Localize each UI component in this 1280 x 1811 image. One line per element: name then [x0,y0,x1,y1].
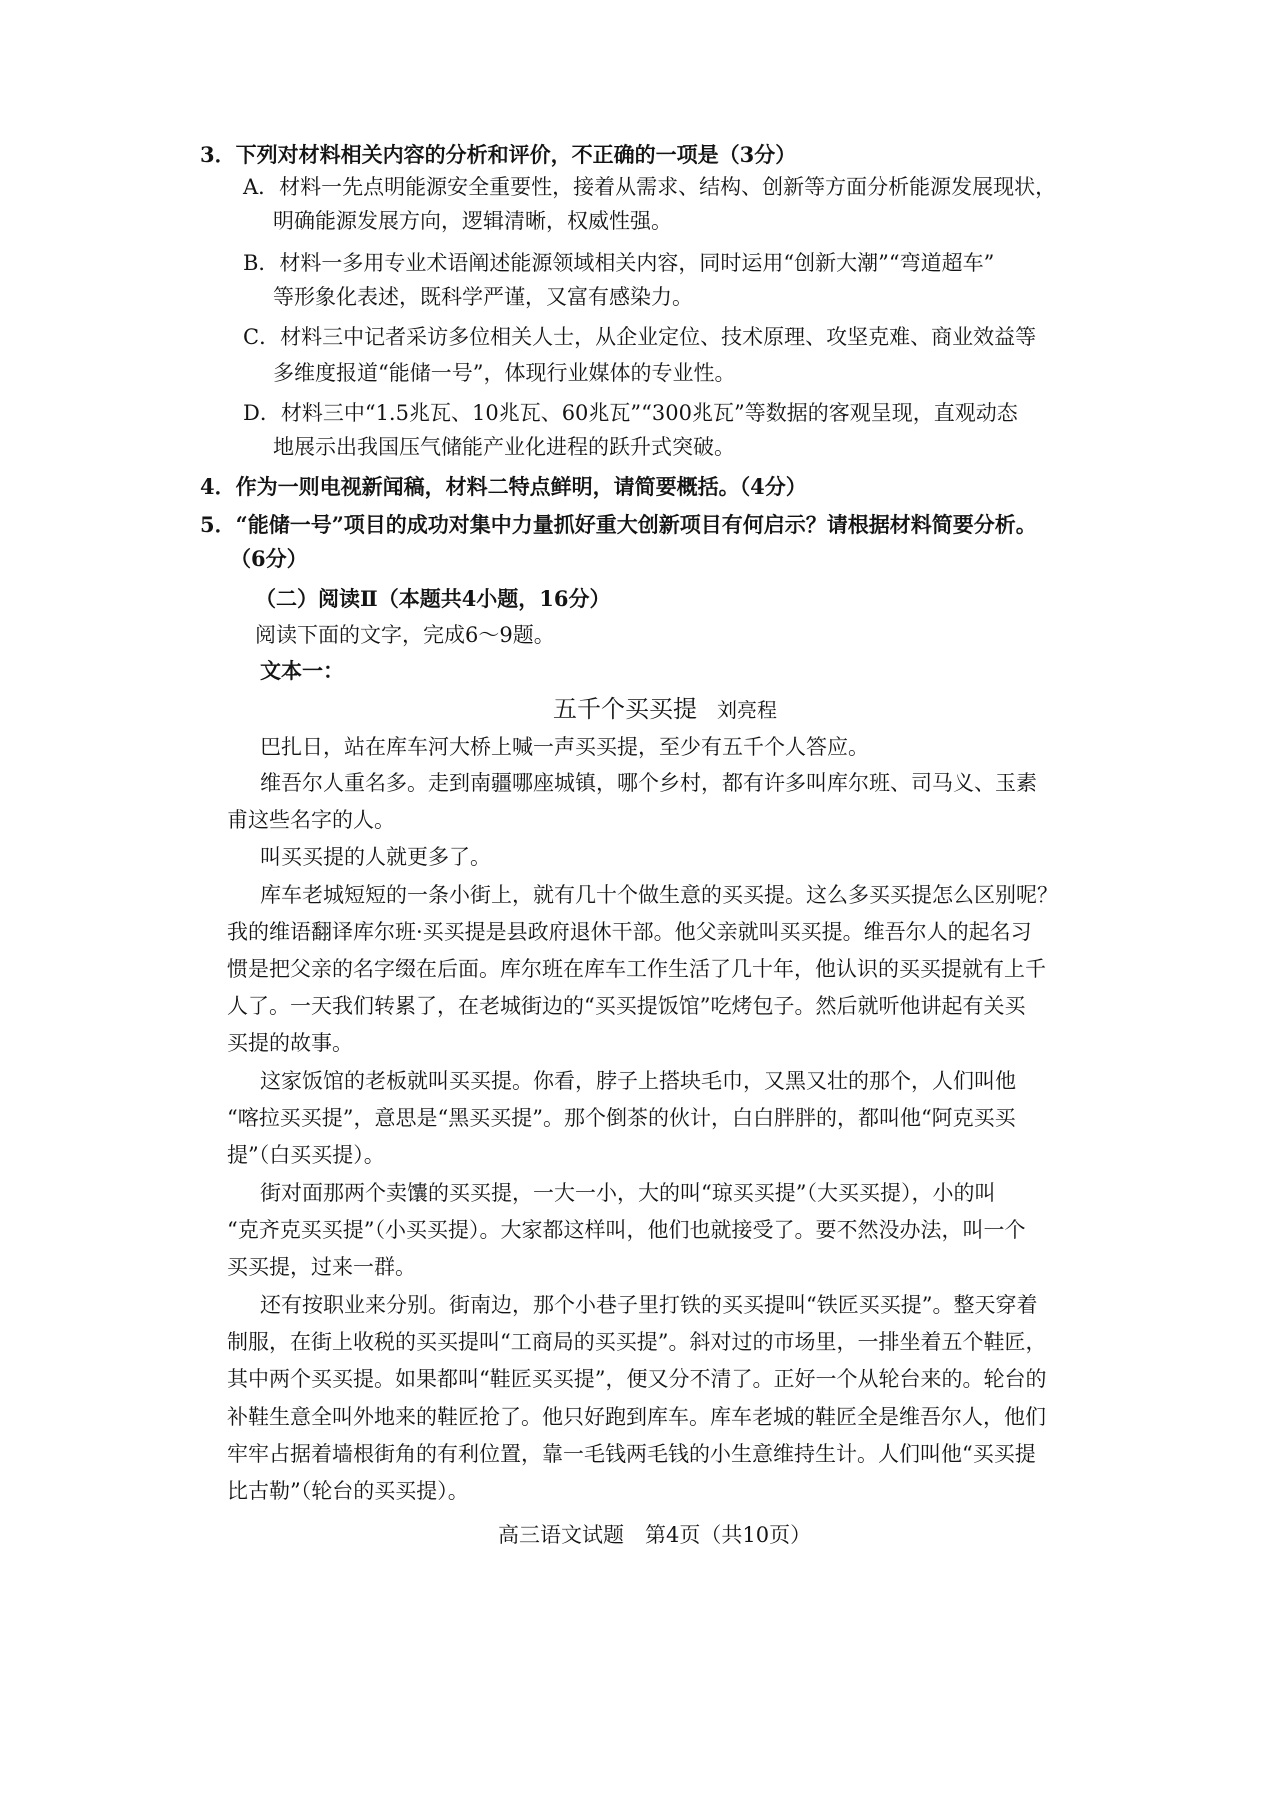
article-line: “克齐克买买提”（小买买提）。大家都这样叫，他们也就接受了。要不然没办法，叫一个 [227,1218,1026,1242]
article-line: 这家饭馆的老板就叫买买提。你看，脖子上搭块毛巾，又黑又壮的那个，人们叫他 [260,1069,1016,1093]
article-title: 五千个买买提 [553,695,697,723]
page-footer: 高三语文试题 第4页（共10页） [498,1523,812,1547]
option-c-line-1: C．材料三中记者采访多位相关人士，从企业定位、技术原理、攻坚克难、商业效益等 [243,325,1037,349]
article-line: 巴扎日，站在库车河大桥上喊一声买买提，至少有五千个人答应。 [260,735,869,759]
article-line: 提”（白买买提）。 [227,1143,385,1167]
article-line: “喀拉买买提”，意思是“黑买买提”。那个倒茶的伙计，白白胖胖的，都叫他“阿克买买 [227,1106,1016,1130]
article-line: 叫买买提的人就更多了。 [260,845,491,869]
article-line: 制服，在街上收税的买买提叫“工商局的买买提”。斜对过的市场里，一排坐着五个鞋匠， [227,1330,1047,1354]
article-line: 还有按职业来分别。街南边，那个小巷子里打铁的买买提叫“铁匠买买提”。整天穿着 [260,1293,1038,1317]
option-b-line-2: 等形象化表述，既科学严谨，又富有感染力。 [273,285,693,309]
article-line: 惯是把父亲的名字缀在后面。库尔班在库车工作生活了几十年，他认识的买买提就有上千 [227,957,1046,981]
question-5-line-2: （6分） [230,546,308,571]
option-c-line-2: 多维度报道“能储一号”，体现行业媒体的专业性。 [273,361,736,385]
article-line: 牢牢占据着墙根街角的有利位置，靠一毛钱两毛钱的小生意维持生计。人们叫他“买买提 [227,1442,1036,1466]
article-line: 我的维语翻译库尔班·买买提是县政府退休干部。他父亲就叫买买提。维吾尔人的起名习 [227,920,1032,944]
article-line: 其中两个买买提。如果都叫“鞋匠买买提”，便又分不清了。正好一个从轮台来的。轮台的 [227,1367,1047,1391]
article-line: 街对面那两个卖馕的买买提，一大一小，大的叫“琼买买提”（大买买提），小的叫 [260,1181,996,1205]
article-line: 买买提，过来一群。 [227,1255,416,1279]
article-heading [553,694,777,725]
question-3-stem: 3．下列对材料相关内容的分析和评价，不正确的一项是（3分） [200,142,797,167]
article-line: 补鞋生意全叫外地来的鞋匠抢了。他只好跑到库车。库车老城的鞋匠全是维吾尔人，他们 [227,1405,1046,1429]
article-line: 人了。一天我们转累了，在老城街边的“买买提饭馆”吃烤包子。然后就听他讲起有关买 [227,994,1026,1018]
article-line: 比古勒”（轮台的买买提）。 [227,1479,469,1503]
option-d-line-1: D．材料三中“1.5兆瓦、10兆瓦、60兆瓦”“300兆瓦”等数据的客观呈现，直观动态 [243,401,1018,425]
option-a-line-1: A．材料一先点明能源安全重要性，接着从需求、结构、创新等方面分析能源发展现状， [243,175,1057,199]
section-instruction: 阅读下面的文字，完成6～9题。 [255,623,555,647]
option-a-line-2: 明确能源发展方向，逻辑清晰，权威性强。 [273,209,672,233]
option-d-line-2: 地展示出我国压气储能产业化进程的跃升式突破。 [273,435,735,459]
text-label: 文本一： [260,658,344,683]
article-line: 买提的故事。 [227,1031,353,1055]
article-line: 库车老城短短的一条小街上，就有几十个做生意的买买提。这么多买买提怎么区别呢？ [260,883,1058,907]
article-author: 刘亮程 [717,698,777,722]
question-5-line-1: 5．“能储一号”项目的成功对集中力量抓好重大创新项目有何启示？请根据材料简要分析。 [200,512,1037,537]
question-4: 4．作为一则电视新闻稿，材料二特点鲜明，请简要概括。（4分） [200,474,807,499]
option-b-line-1: B．材料一多用专业术语阐述能源领域相关内容，同时运用“创新大潮”“弯道超车” [243,251,995,275]
article-line: 维吾尔人重名多。走到南疆哪座城镇，哪个乡村，都有许多叫库尔班、司马义、玉素 [260,771,1037,795]
section-header: （二）阅读Ⅱ（本题共4小题，16分） [255,586,611,611]
article-line: 甫这些名字的人。 [227,808,395,832]
